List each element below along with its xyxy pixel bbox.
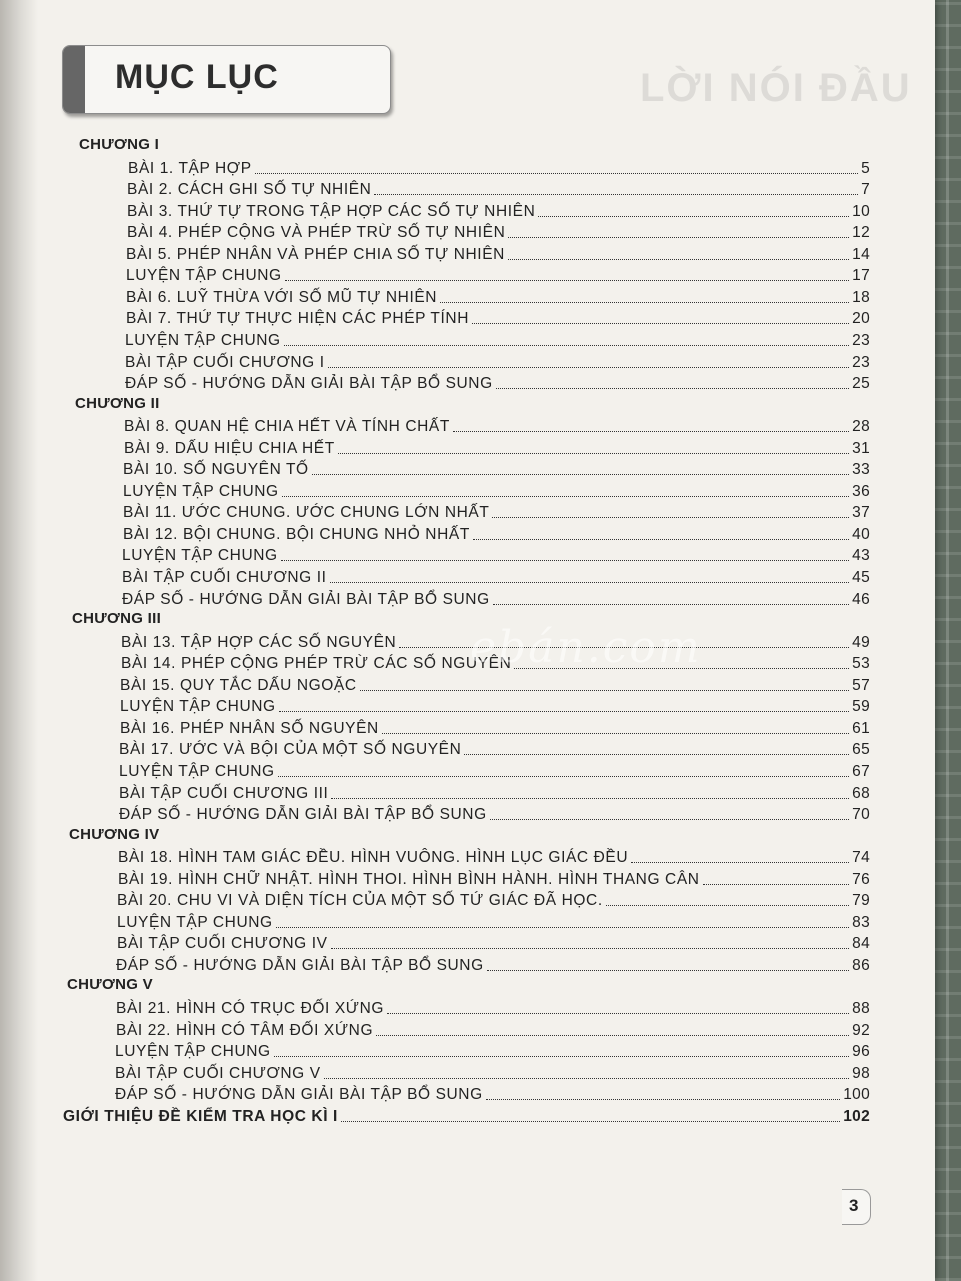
toc-entry-title: BÀI 16. PHÉP NHÂN SỐ NGUYÊN	[120, 719, 379, 737]
toc-entry	[124, 416, 870, 436]
toc-entry-page: 98	[852, 1064, 870, 1082]
toc-leader-dots	[376, 1034, 849, 1036]
toc-entry	[122, 545, 870, 565]
toc-leader-dots	[312, 473, 849, 475]
toc-entry-title: ĐÁP SỐ - HƯỚNG DẪN GIẢI BÀI TẬP BỔ SUNG	[125, 375, 493, 393]
toc-entry-title: BÀI 3. THỨ TỰ TRONG TẬP HỢP CÁC SỐ TỰ NHIÊN	[127, 202, 536, 220]
toc-leader-dots	[472, 322, 849, 324]
toc-entry-page: 96	[852, 1043, 870, 1061]
toc-entry-page: 74	[852, 849, 870, 867]
chapter-heading: CHƯƠNG II	[75, 394, 160, 412]
toc-entry-title: GIỚI THIỆU ĐỀ KIỂM TRA HỌC KÌ I	[63, 1107, 338, 1125]
toc-entry-page: 76	[852, 870, 870, 888]
toc-leader-dots	[284, 344, 849, 346]
toc-entry-title: BÀI 15. QUY TẮC DẤU NGOẶC	[120, 676, 357, 694]
toc-entry-page: 37	[852, 504, 870, 522]
toc-entry-title: BÀI 4. PHÉP CỘNG VÀ PHÉP TRỪ SỐ TỰ NHIÊN	[127, 224, 506, 242]
toc-entry-page: 86	[852, 956, 870, 974]
toc-entry-page: 68	[852, 784, 870, 802]
toc-entry-title: LUYỆN TẬP CHUNG	[119, 762, 275, 780]
toc-leader-dots	[341, 1120, 840, 1122]
toc-entry	[125, 330, 870, 350]
toc-entry-page: 28	[852, 418, 870, 436]
toc-entry	[119, 804, 870, 824]
toc-leader-dots	[606, 904, 849, 906]
toc-entry-title: LUYỆN TẬP CHUNG	[123, 482, 279, 500]
toc-entry	[116, 998, 870, 1018]
toc-entry-page: 7	[861, 181, 870, 199]
toc-entry	[127, 201, 870, 221]
toc-entry-title: BÀI 22. HÌNH CÓ TÂM ĐỐI XỨNG	[116, 1021, 374, 1039]
toc-entry-page: 92	[852, 1021, 870, 1039]
toc-entry-page: 17	[852, 267, 870, 285]
toc-entry-title: BÀI 10. SỐ NGUYÊN TỐ	[123, 461, 309, 479]
toc-entry	[115, 1041, 870, 1061]
toc-entry	[119, 761, 870, 781]
toc-entry-title: LUYỆN TẬP CHUNG	[125, 331, 281, 349]
toc-entry	[126, 265, 870, 285]
toc-entry-page: 59	[852, 698, 870, 716]
toc-leader-dots	[464, 753, 849, 755]
toc-entry	[120, 675, 870, 695]
toc-entry-title: BÀI 5. PHÉP NHÂN VÀ PHÉP CHIA SỐ TỰ NHIÊN	[126, 245, 505, 263]
toc-entry-page: 70	[852, 806, 870, 824]
toc-entry-title: BÀI 14. PHÉP CỘNG PHÉP TRỪ CÁC SỐ NGUYÊN	[121, 655, 512, 673]
toc-entry-title: BÀI 13. TẬP HỢP CÁC SỐ NGUYÊN	[121, 633, 397, 651]
toc-entry-title: ĐÁP SỐ - HƯỚNG DẪN GIẢI BÀI TẬP BỔ SUNG	[116, 956, 484, 974]
toc-entry	[117, 890, 870, 910]
toc-leader-dots	[486, 1098, 840, 1100]
toc-entry-title: BÀI TẬP CUỐI CHƯƠNG I	[125, 353, 325, 371]
toc-entry	[123, 502, 870, 522]
bleed-through-text: LỜI NÓI ĐẦU	[640, 66, 912, 110]
toc-entry	[125, 373, 870, 393]
toc-entry-title: ĐÁP SỐ - HƯỚNG DẪN GIẢI BÀI TẬP BỔ SUNG	[115, 1086, 483, 1104]
toc-entry-page: 61	[852, 719, 870, 737]
toc-leader-dots	[496, 387, 849, 389]
toc-leader-dots	[631, 861, 849, 863]
toc-entry-page: 45	[852, 569, 870, 586]
toc-entry-page: 84	[852, 935, 870, 953]
toc-entry-title: BÀI 18. HÌNH TAM GIÁC ĐỀU. HÌNH VUÔNG. HÌNH LỤC GIÁC ĐỀU	[118, 849, 629, 867]
toc-leader-dots	[508, 236, 849, 238]
toc-entry-title: BÀI 21. HÌNH CÓ TRỤC ĐỐI XỨNG	[116, 1000, 385, 1017]
toc-leader-dots	[324, 1077, 850, 1079]
toc-entry-page: 14	[852, 245, 870, 263]
toc-entry	[126, 287, 870, 307]
toc-entry-page: 23	[852, 353, 870, 371]
toc-entry-title: LUYỆN TẬP CHUNG	[126, 267, 282, 285]
toc-entry-page: 12	[852, 224, 870, 242]
toc-entry-title: BÀI 20. CHU VI VÀ DIỆN TÍCH CỦA MỘT SỐ TỨ GIÁC ĐÃ HỌC.	[117, 892, 603, 910]
toc-entry-title: LUYỆN TẬP CHUNG	[122, 547, 278, 565]
toc-leader-dots	[493, 603, 849, 605]
toc-entry-page: 79	[852, 892, 870, 910]
toc-entry	[123, 524, 870, 544]
toc-entry	[118, 847, 870, 867]
toc-entry-page: 10	[852, 202, 870, 220]
toc-entry-title: BÀI 12. BỘI CHUNG. BỘI CHUNG NHỎ NHẤT	[123, 525, 470, 543]
toc-entry-title: BÀI 7. THỨ TỰ THỰC HIỆN CÁC PHÉP TÍNH	[126, 310, 469, 328]
toc-leader-dots	[255, 172, 858, 174]
toc-entry-page: 18	[852, 288, 870, 306]
toc-entry-title: LUYỆN TẬP CHUNG	[115, 1043, 271, 1061]
toc-entry	[125, 352, 870, 372]
toc-entry	[128, 158, 870, 178]
toc-leader-dots	[387, 1012, 849, 1014]
toc-leader-dots	[473, 538, 849, 540]
toc-entry	[118, 869, 870, 889]
toc-entry-page: 57	[852, 676, 870, 694]
toc-leader-dots	[285, 279, 849, 281]
toc-entry-title: LUYỆN TẬP CHUNG	[120, 698, 276, 716]
watermark: ebán.com	[470, 622, 702, 673]
toc-entry-page: 53	[852, 655, 870, 673]
toc-leader-dots	[276, 926, 849, 928]
chapter-heading: CHƯƠNG III	[72, 610, 162, 628]
toc-entry-page: 67	[852, 762, 870, 780]
toc-leader-dots	[440, 301, 849, 303]
toc-leader-dots	[282, 495, 849, 497]
toc-entry-title: ĐÁP SỐ - HƯỚNG DẪN GIẢI BÀI TẬP BỔ SUNG	[122, 590, 490, 608]
toc-leader-dots	[538, 215, 849, 217]
toc-leader-dots	[281, 559, 849, 561]
toc-entry-title: BÀI TẬP CUỐI CHƯƠNG III	[119, 784, 329, 802]
toc-entry-title: BÀI 11. ƯỚC CHUNG. ƯỚC CHUNG LỚN NHẤT	[123, 504, 490, 522]
toc-entry-page: 83	[852, 913, 870, 931]
toc-entry-title: BÀI 9. DẤU HIỆU CHIA HẾT	[124, 439, 335, 457]
toc-entry-title: BÀI TẬP CUỐI CHƯƠNG II	[122, 569, 327, 586]
toc-entry	[119, 783, 870, 803]
toc-leader-dots	[278, 775, 849, 777]
toc-leader-dots	[331, 947, 850, 949]
toc-entry-title: BÀI 17. ƯỚC VÀ BỘI CỦA MỘT SỐ NGUYÊN	[119, 741, 462, 759]
toc-entry-page: 5	[861, 159, 870, 177]
toc-entry-title: LUYỆN TẬP CHUNG	[117, 913, 273, 931]
toc-leader-dots	[360, 689, 850, 691]
toc-leader-dots	[328, 366, 850, 368]
toc-leader-dots	[492, 516, 849, 518]
toc-entry-page: 36	[852, 482, 870, 500]
chapter-heading: CHƯƠNG IV	[69, 825, 160, 843]
toc-entry-page: 20	[852, 310, 870, 328]
toc-entry-title: BÀI 19. HÌNH CHỮ NHẬT. HÌNH THOI. HÌNH BÌNH HÀNH. HÌNH THANG CÂN	[118, 870, 700, 888]
toc-leader-dots	[453, 430, 849, 432]
toc-entry-page: 43	[852, 547, 870, 565]
toc-entry	[115, 1084, 870, 1104]
toc-entry	[117, 933, 870, 953]
toc-entry	[117, 912, 870, 932]
toc-leader-dots	[508, 258, 849, 260]
toc-entry-title: BÀI 2. CÁCH GHI SỐ TỰ NHIÊN	[127, 181, 372, 199]
toc-entry-title: ĐÁP SỐ - HƯỚNG DẪN GIẢI BÀI TẬP BỔ SUNG	[119, 806, 487, 824]
toc-entry-title: BÀI 6. LUỸ THỪA VỚI SỐ MŨ TỰ NHIÊN	[126, 288, 438, 306]
toc-entry	[126, 308, 870, 328]
toc-leader-dots	[374, 193, 858, 195]
toc-entry	[123, 459, 870, 479]
toc-entry-page: 46	[852, 590, 870, 608]
toc-entry-page: 31	[852, 439, 870, 457]
toc-entry	[122, 567, 870, 587]
toc-entry-page: 49	[852, 633, 870, 651]
toc-entry	[120, 696, 870, 716]
toc-leader-dots	[279, 710, 849, 712]
toc-entry	[120, 718, 870, 738]
toc-leader-dots	[703, 883, 850, 885]
toc-leader-dots	[274, 1055, 849, 1057]
toc-entry-page: 25	[852, 375, 870, 393]
toc-entry-title: BÀI TẬP CUỐI CHƯƠNG IV	[117, 935, 328, 953]
toc-entry-page: 65	[852, 741, 870, 759]
toc-leader-dots	[487, 969, 849, 971]
toc-entry-page: 102	[843, 1107, 870, 1125]
toc-entry-page: 33	[852, 461, 870, 479]
toc-entry	[126, 244, 870, 264]
chapter-heading: CHƯƠNG I	[79, 136, 160, 153]
toc-entry	[122, 589, 870, 609]
toc-entry	[124, 438, 870, 458]
toc-entry-title: BÀI 8. QUAN HỆ CHIA HẾT VÀ TÍNH CHẤT	[124, 418, 450, 436]
toc-entry	[123, 481, 870, 501]
toc-leader-dots	[331, 797, 849, 799]
toc-entry	[116, 955, 870, 975]
toc-leader-dots	[338, 452, 849, 454]
toc-entry-page: 23	[852, 331, 870, 349]
toc-entry	[115, 1063, 870, 1083]
page-number: 3	[849, 1196, 859, 1215]
toc-leader-dots	[490, 818, 849, 820]
toc-leader-dots	[382, 732, 849, 734]
toc-entry-title: BÀI 1. TẬP HỢP	[128, 159, 252, 177]
toc-final-entry	[63, 1106, 870, 1126]
toc-entry	[127, 179, 870, 199]
toc-entry	[119, 739, 870, 759]
toc-entry	[127, 222, 870, 242]
page-title: MỤC LỤC	[115, 58, 279, 96]
toc-entry-title: BÀI TẬP CUỐI CHƯƠNG V	[115, 1064, 321, 1082]
toc-entry-page: 40	[852, 525, 870, 543]
toc-leader-dots	[330, 581, 850, 583]
toc-entry-page: 100	[843, 1086, 870, 1104]
toc-entry-page: 88	[852, 1000, 870, 1017]
toc-entry	[116, 1020, 870, 1040]
chapter-heading: CHƯƠNG V	[67, 976, 153, 994]
